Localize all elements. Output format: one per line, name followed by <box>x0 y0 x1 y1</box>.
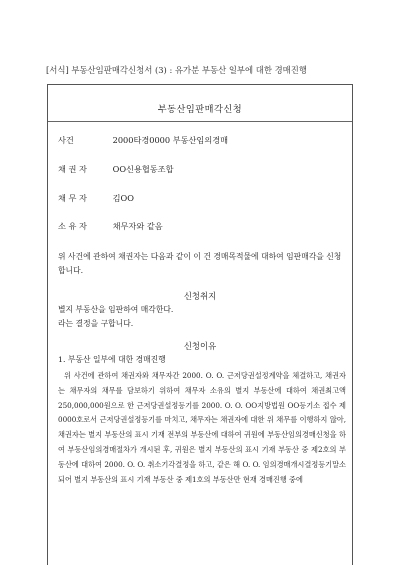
field-owner <box>58 221 163 232</box>
field-case <box>58 135 228 146</box>
field-owner-label: 소 유 자 <box>58 221 87 231</box>
field-debtor-value: 김OO <box>112 193 134 203</box>
field-debtor-label: 채 무 자 <box>58 193 87 203</box>
purpose-heading: 신청취지 <box>183 291 217 301</box>
field-case-label: 사건 <box>58 135 74 145</box>
reason-heading: 신청이유 <box>183 341 217 351</box>
document-form <box>47 84 353 565</box>
reason-subheading: 1. 부동산 일부에 대한 경매진행 <box>58 355 166 364</box>
field-owner-value: 채무자와 같음 <box>112 221 163 231</box>
field-creditor-label: 채 권 자 <box>58 164 87 174</box>
field-case-value: 2000타경0000 부동산임의경매 <box>112 135 229 145</box>
title-divider <box>48 121 352 122</box>
purpose-line-1: 별지 부동산을 임판하여 매각한다. <box>58 305 174 314</box>
field-creditor-value: OO신용협동조합 <box>112 164 174 174</box>
intro-paragraph: 위 사건에 관하여 채권자는 다음과 같이 이 건 경매목적물에 대하여 임판매각을 신청합니다. <box>58 252 342 275</box>
document-title: 부동산임판매각신청 <box>157 104 243 115</box>
reason-body: 위 사건에 관하여 채권자와 채무자간 2000. O. O. 근저당권설정계약을 체결하고, 채권자는 채무자의 채무를 담보하기 위하여 채무자 소유의 별지 부동산에 대하여 채권최고액 250,000,000원으로 한 근저당권설정등기를 2000. O. O. OO지방법원 OO등기소 접수 제0000호로서 근저당권설정등기를 마치고, 채무자는 채권자에 대한 위 채무를 이행하지 않아, 채권자는 별지 부동산의 표시 기재 전부의 부동산에 대하여 귀원에 부동산임의경매신청을 하여 부동산임의경매절차가 개시된 후, 귀원은 별지 부동산의 표시 기재 부동산 중 제2호의 부동산에 대하여 2000. O. O. 취소기각결정을 하고, 같은 해 O. O. 임의경매개시결정등기말소되어 별지 부동산의 표시 기재 부동산 중 제1호의 부동산만 현재 경매진행 중에 <box>58 371 346 484</box>
document-caption: [서식] 부동산임판매각신청서 (3) : 유가분 부동산 일부에 대한 경매진행 <box>46 65 307 75</box>
field-creditor <box>58 164 174 175</box>
purpose-line-2: 라는 결정을 구합니다. <box>58 319 134 328</box>
field-debtor <box>58 193 134 204</box>
